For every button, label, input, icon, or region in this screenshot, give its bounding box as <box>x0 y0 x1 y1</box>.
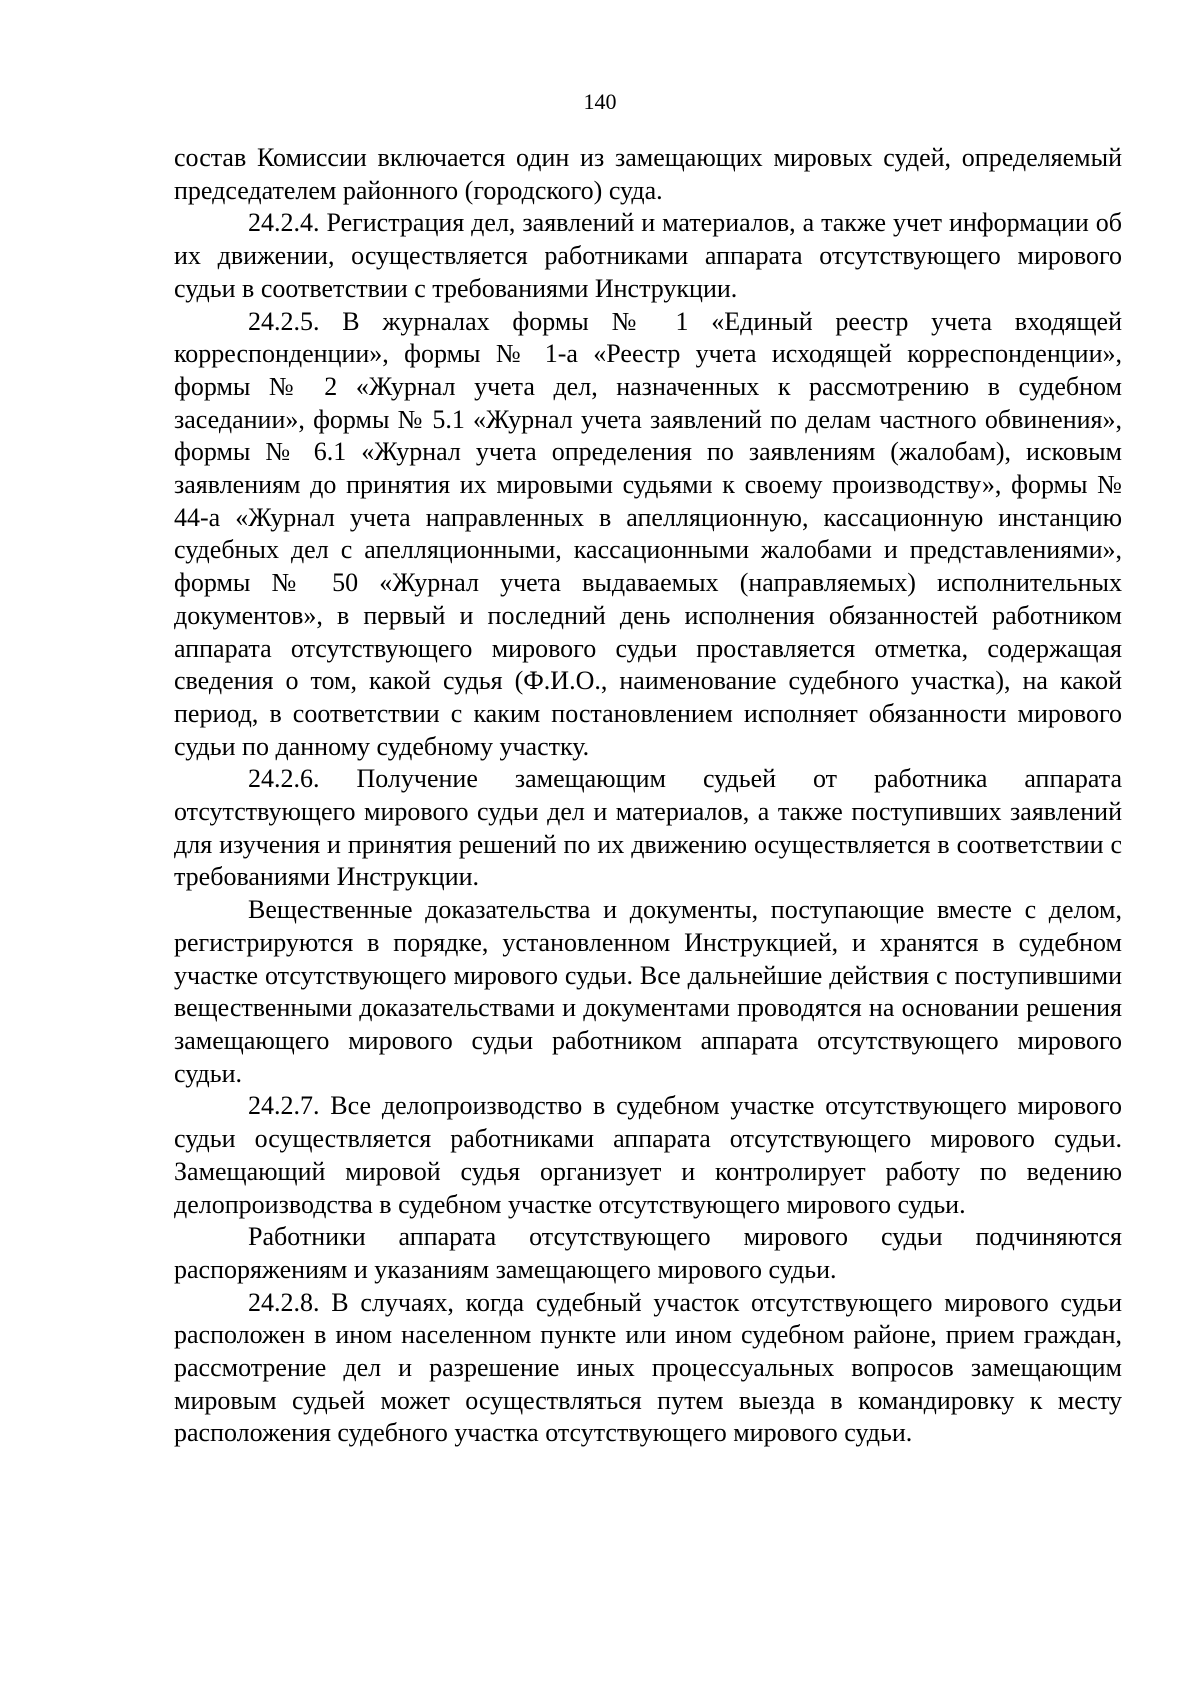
page-number: 140 <box>583 89 617 114</box>
paragraph-24-2-5: 24.2.5. В журналах формы № 1 «Единый реестр учета входящей корреспонденции», формы № 1-а «Реестр учета исходящей корреспонденции», формы № 2 «Журнал учета дел, назначенных к рассмотрению в судебном заседании», формы № 5.1 «Журнал учета заявлений по делам частного обвинения», формы № 6.1 «Журнал учета определения по заявлениям (жалобам), исковым заявлениям до принятия их мировыми судьями к своему производству», формы № 44-а «Журнал учета направленных в апелляционную, кассационную инстанцию судебных дел с апелляционными, кассационными жалобами и представлениями», формы № 50 «Журнал учета выдаваемых (направляемых) исполнительных документов», в первый и последний день исполнения обязанностей работником аппарата отсутствующего мирового судьи проставляется отметка, содержащая сведения о том, какой судья (Ф.И.О., наименование судебного участка), на какой период, в соответствии с каким постановлением исполняет обязанности мирового судьи по данному судебному участку. <box>174 306 1122 761</box>
paragraph-commission: состав Комиссии включается один из замещающих мировых судей, определяемый председателем районного (городского) суда. <box>174 143 1122 205</box>
paragraph-evidence: Вещественные доказательства и документы, поступающие вместе с делом, регистрируются в порядке, установленном Инструкцией, и хранятся в судебном участке отсутствующего мирового судьи. Все дальнейшие действия с поступившими вещественными доказательствами и документами проводятся на основании решения замещающего мирового судьи работником аппарата отсутствующего мирового судьи. <box>174 895 1122 1088</box>
paragraph-24-2-8: 24.2.8. В случаях, когда судебный участок отсутствующего мирового судьи расположен в ином населенном пункте или ином судебном районе, прием граждан, рассмотрение дел и разрешение иных процессуальных вопросов замещающим мировым судьей может осуществляться путем выезда в командировку к месту расположения судебного участка отсутствующего мирового судьи. <box>174 1287 1122 1448</box>
paragraph-24-2-4: 24.2.4. Регистрация дел, заявлений и материалов, а также учет информации об их движении, осуществляется работниками аппарата отсутствующего мирового судьи в соответствии с требованиями Инструкции. <box>174 208 1122 303</box>
paragraph-staff-subordination: Работники аппарата отсутствующего мирового судьи подчиняются распоряжениям и указаниям замещающего мирового судьи. <box>174 1222 1122 1284</box>
paragraph-24-2-7: 24.2.7. Все делопроизводство в судебном участке отсутствующего мирового судьи осуществляется работниками аппарата отсутствующего мирового судьи. Замещающий мировой судья организует и контролирует работу по ведению делопроизводства в судебном участке отсутствующего мирового судьи. <box>174 1091 1122 1219</box>
paragraph-24-2-6: 24.2.6. Получение замещающим судьей от работника аппарата отсутствующего мирового судьи дел и материалов, а также поступивших заявлений для изучения и принятия решений по их движению осуществляется в соответствии с требованиями Инструкции. <box>174 764 1122 892</box>
document-body <box>174 142 1122 1450</box>
